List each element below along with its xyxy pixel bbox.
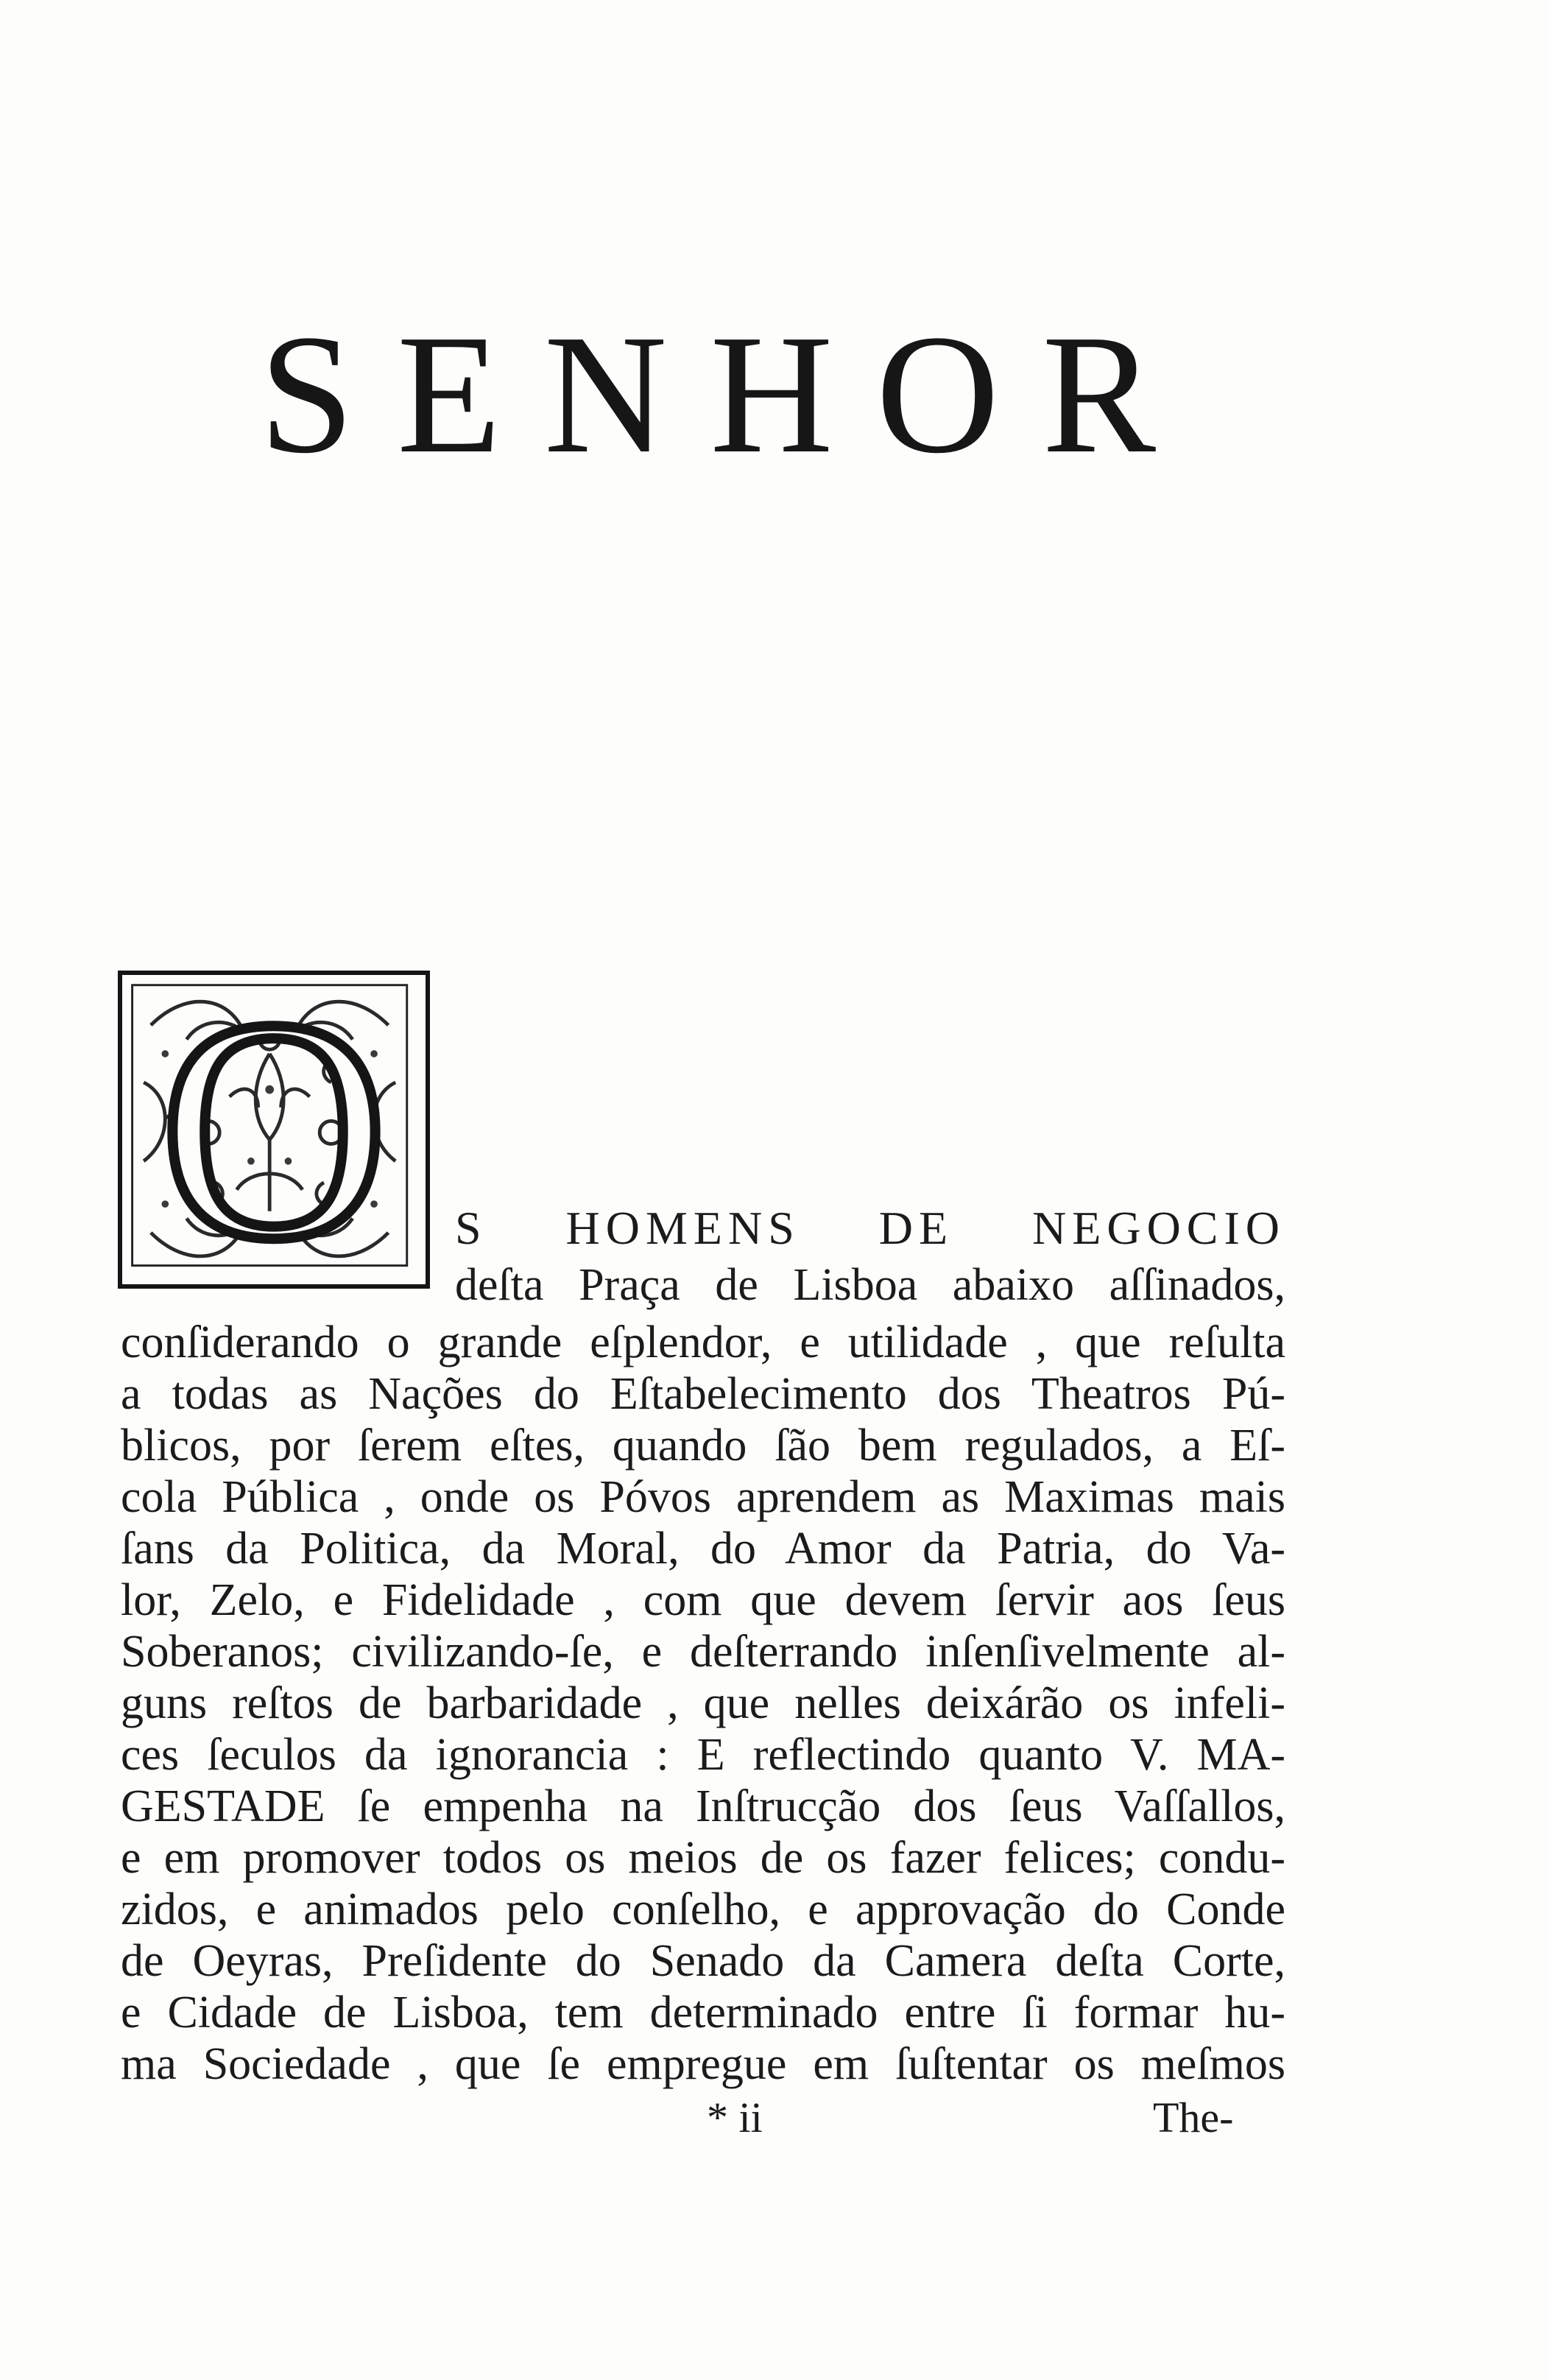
body-line: S HOMENS DE NEGOCIO: [455, 1202, 1285, 1254]
body-line: Soberanos; civilizando-ſe, e deſterrando inſenſivelmente al-: [121, 1627, 1285, 1677]
body-line: conſiderando o grande eſplendor, e utilidade , que reſulta: [121, 1317, 1285, 1367]
body-line: e Cidade de Lisboa, tem determinado entre ſi formar hu-: [121, 1988, 1285, 2038]
body-line: zidos, e animados pelo conſelho, e approvação do Conde: [121, 1884, 1285, 1934]
body-line: cola Pública , onde os Póvos aprendem as Maximas mais: [121, 1472, 1285, 1522]
body-line: e em promover todos os meios de os fazer felices; condu-: [121, 1833, 1285, 1883]
body-line: ces ſeculos da ignorancia : E reflectindo quanto V. MA-: [121, 1730, 1285, 1780]
body-line: guns reſtos de barbaridade , que nelles deixárão os infeli-: [121, 1678, 1285, 1728]
signature-mark: * ii: [707, 2094, 763, 2141]
body-line: ſans da Politica, da Moral, do Amor da Patria, do Va-: [121, 1524, 1285, 1574]
initial-letter: O: [159, 954, 389, 1305]
ornamental-initial: [118, 954, 430, 1305]
body-line: GESTADE ſe empenha na Inſtrucção dos ſeus Vaſſallos,: [121, 1781, 1285, 1831]
page-heading: SENHOR: [259, 300, 1199, 489]
body-line: ma Sociedade , que ſe empregue em ſuſtentar os meſmos: [121, 2039, 1285, 2089]
body-line: deſta Praça de Lisboa abaixo aſſinados,: [455, 1260, 1285, 1310]
body-line: de Oeyras, Preſidente do Senado da Camera deſta Corte,: [121, 1936, 1285, 1986]
body-line: blicos, por ſerem eſtes, quando ſão bem regulados, a Eſ-: [121, 1420, 1285, 1471]
ornament-icon: [122, 954, 426, 1305]
body-line: a todas as Nações do Eſtabelecimento dos Theatros Pú-: [121, 1369, 1285, 1419]
body-line: lor, Zelo, e Fidelidade , com que devem ſervir aos ſeus: [121, 1575, 1285, 1625]
catchword: The-: [1153, 2094, 1234, 2141]
